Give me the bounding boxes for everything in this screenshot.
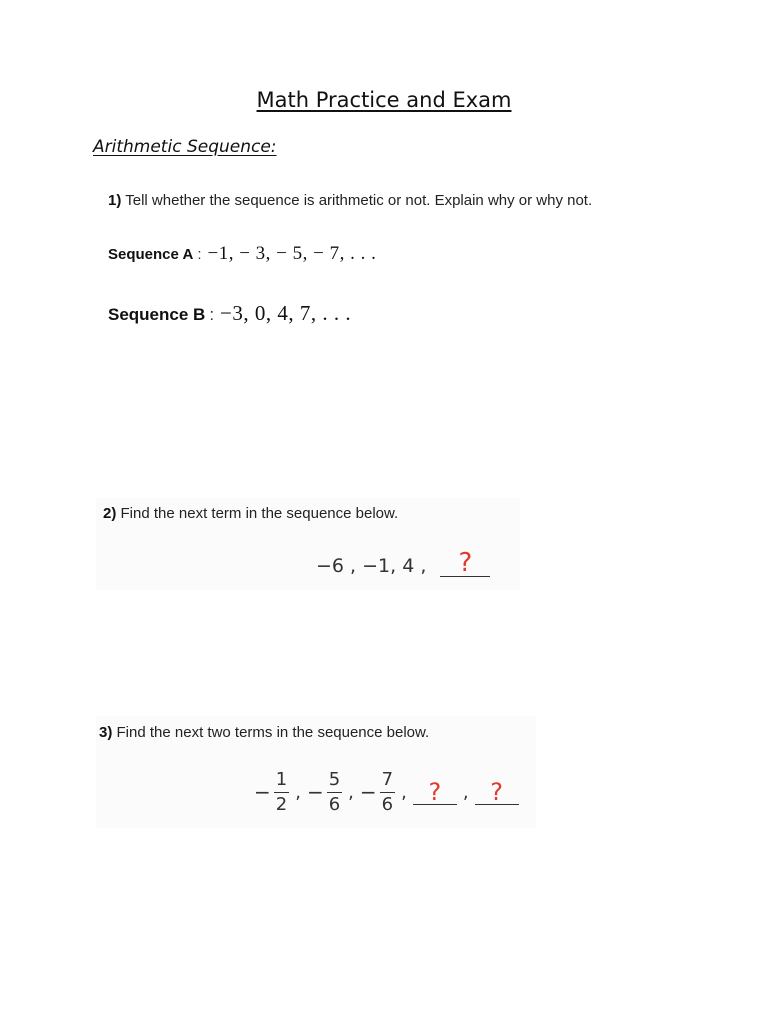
- sequence-a-colon: :: [197, 246, 202, 263]
- question-mark-icon: ?: [428, 777, 442, 806]
- sequence-b-terms: −3, 0, 4, 7, . . .: [220, 301, 352, 325]
- fraction-denominator: 6: [328, 793, 341, 815]
- fraction-term: [360, 770, 395, 815]
- question-mark-icon: ?: [458, 548, 473, 578]
- question-2-prompt: [103, 505, 398, 522]
- sequence-a-label: Sequence A: [108, 246, 194, 263]
- fraction-sign: −: [359, 780, 377, 805]
- fraction-term: [254, 770, 289, 815]
- question-3-prompt: [99, 724, 429, 741]
- fraction-numerator: 5: [328, 769, 341, 790]
- question-2-sequence: [316, 550, 490, 577]
- fraction-bar: [327, 792, 342, 793]
- question-3-sequence: [254, 770, 519, 815]
- sequence-b-label: Sequence B: [108, 305, 206, 324]
- question-1-text: Tell whether the sequence is arithmetic or not. Explain why or why not.: [125, 192, 593, 209]
- page-title: Math Practice and Exam: [256, 88, 512, 112]
- fraction-sign: −: [254, 780, 271, 805]
- fraction-denominator: 2: [275, 793, 288, 815]
- sequence-b: [108, 301, 351, 326]
- fraction-numerator: 1: [275, 769, 288, 790]
- sequence-a: [108, 243, 376, 265]
- fraction-numerator: 7: [381, 769, 394, 790]
- section-title: Arithmetic Sequence:: [93, 137, 277, 157]
- question-3-answer-blank-1[interactable]: [413, 777, 457, 806]
- fraction-bar: [380, 792, 395, 793]
- fraction-sign: −: [306, 780, 324, 805]
- question-2-answer-blank[interactable]: [440, 550, 490, 577]
- question-mark-icon: ?: [490, 777, 503, 806]
- fraction-term: [307, 770, 342, 815]
- question-3-text: Find the next two terms in the sequence below.: [116, 724, 430, 741]
- fraction: [380, 770, 395, 815]
- separator: ,: [401, 781, 407, 803]
- question-3-number: 3): [99, 724, 113, 741]
- question-2-terms: −6 , −1, 4 ,: [316, 555, 427, 577]
- question-1-number: 1): [108, 192, 122, 209]
- question-1-prompt: [108, 192, 592, 209]
- separator: ,: [295, 781, 301, 803]
- question-2-text: Find the next term in the sequence below.: [120, 505, 399, 522]
- question-3-answer-blank-2[interactable]: [475, 777, 519, 806]
- sequence-a-terms: −1, − 3, − 5, − 7, . . .: [207, 243, 377, 264]
- fraction: [274, 770, 289, 815]
- separator: ,: [462, 781, 469, 803]
- sequence-b-colon: :: [209, 305, 215, 324]
- separator: ,: [348, 781, 354, 803]
- fraction-bar: [274, 792, 289, 793]
- fraction-denominator: 6: [381, 793, 394, 815]
- question-2-number: 2): [103, 505, 117, 522]
- fraction: [327, 770, 342, 815]
